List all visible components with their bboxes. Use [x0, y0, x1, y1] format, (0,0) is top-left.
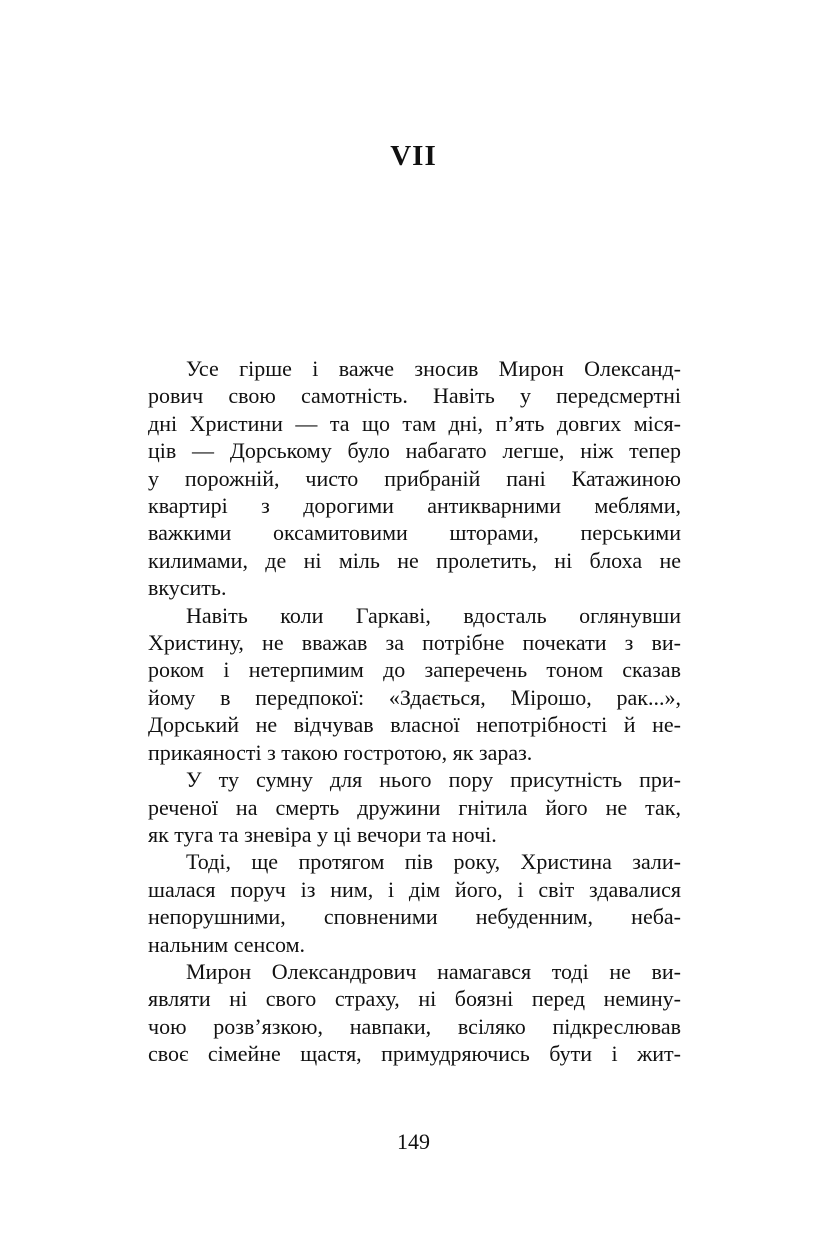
text-line: роком і нетерпимим до заперечень тоном сказав: [148, 657, 681, 683]
text-line: йому в передпокої: «Здається, Мірошо, рак...»,: [148, 684, 681, 710]
text-line: У ту сумну для нього пору присутність при-: [186, 767, 681, 793]
paragraph: [148, 848, 681, 958]
text-line: рович свою самотність. Навіть у передсмертні: [148, 383, 681, 409]
paragraph: [148, 766, 681, 848]
text-line: вкусить.: [148, 575, 227, 601]
paragraph: [148, 958, 681, 1068]
body-text: [148, 355, 681, 1068]
text-line: Навіть коли Гаркаві, вдосталь оглянувши: [186, 602, 681, 628]
text-line: прикаяності з такою гостротою, як зараз.: [148, 739, 533, 765]
text-line: нальним сенсом.: [148, 931, 306, 957]
text-line: важкими оксамитовими шторами, перськими: [148, 520, 681, 546]
text-line: дні Христини — та що там дні, п’ять довгих міся-: [148, 410, 681, 436]
paragraph: [148, 602, 681, 766]
text-line: як туга та зневіра у ці вечори та ночі.: [148, 821, 497, 847]
text-line: являти ні свого страху, ні боязні перед немину-: [148, 986, 681, 1012]
text-line: килимами, де ні міль не пролетить, ні блоха не: [148, 547, 681, 573]
paragraph: [148, 355, 681, 602]
text-line: Усе гірше і важче зносив Мирон Олександ-: [186, 356, 681, 381]
text-line: Христину, не вважав за потрібне почекати з ви-: [148, 630, 681, 656]
text-line: Мирон Олександрович намагався тоді не ви-: [186, 958, 681, 984]
text-line: реченої на смерть дружини гнітила його не так,: [148, 794, 681, 820]
page-number: 149: [397, 1129, 430, 1154]
text-line: Тоді, ще протягом пів року, Христина зали-: [186, 849, 681, 875]
text-line: у порожній, чисто прибраній пані Катажиною: [148, 465, 681, 491]
text-line: квартирі з дорогими антикварними меблями,: [148, 493, 681, 519]
text-line: непорушними, сповненими небуденним, неба-: [148, 904, 681, 930]
text-line: шалася поруч із ним, і дім його, і світ здавалися: [148, 876, 681, 902]
text-line: Дорський не відчував власної непотрібності й не-: [148, 712, 681, 738]
chapter-title: VII: [390, 140, 437, 172]
text-line: своє сімейне щастя, примудряючись бути і жит-: [148, 1041, 681, 1067]
text-line: ців — Дорському було набагато легше, ніж тепер: [148, 438, 681, 464]
text-line: чою розв’язкою, навпаки, всіляко підкреслював: [148, 1013, 681, 1039]
